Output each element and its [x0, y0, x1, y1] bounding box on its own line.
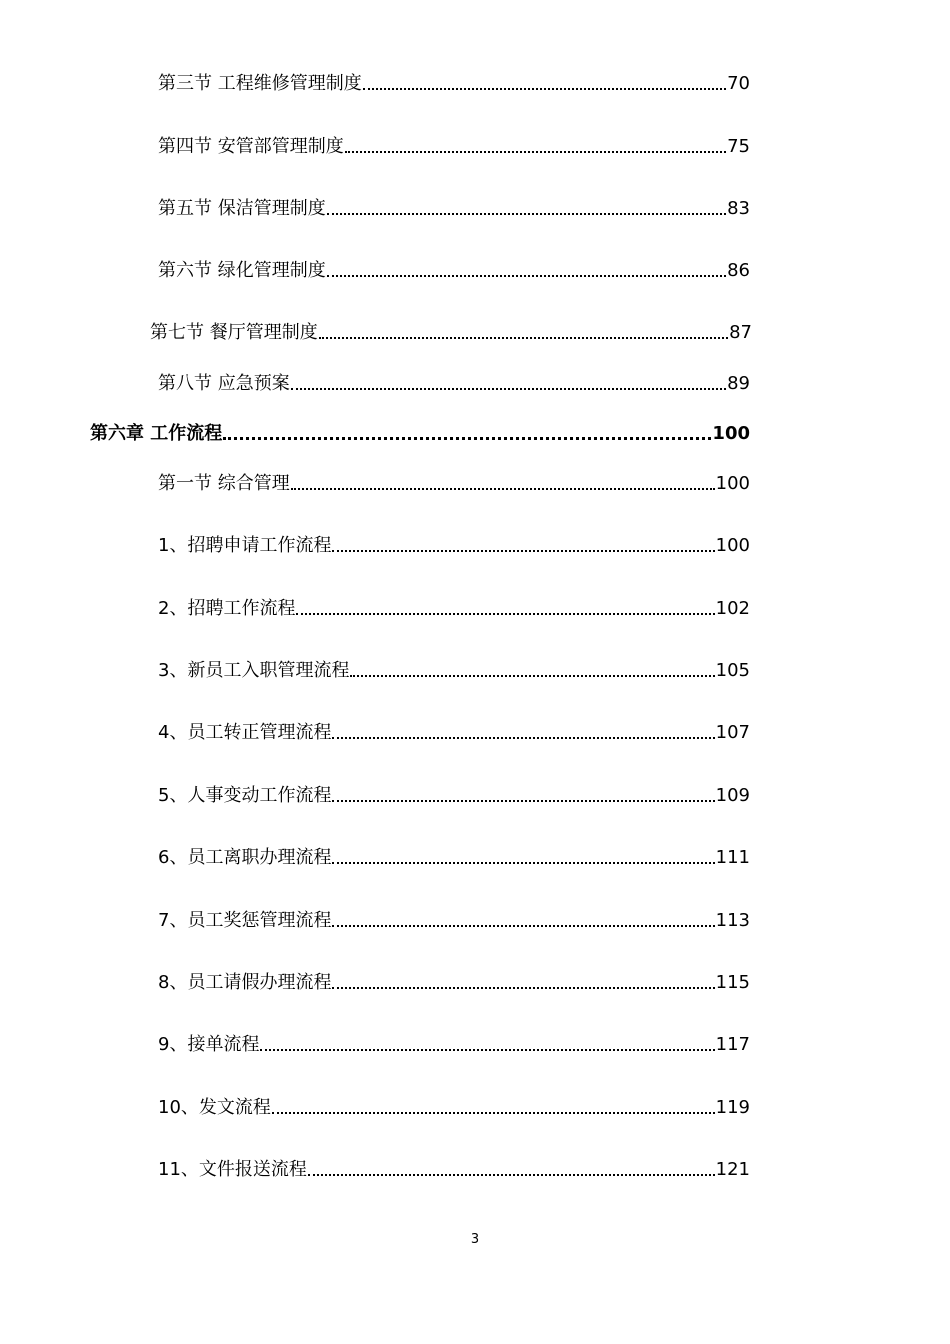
toc-entry-item-3[interactable]: [158, 660, 750, 682]
dot-leader: [332, 987, 714, 989]
toc-entry-page: 102: [715, 598, 750, 619]
dot-leader: [350, 675, 714, 677]
dot-leader: [332, 550, 714, 552]
toc-entry-chapter-6[interactable]: [90, 423, 750, 445]
toc-entry-item-6[interactable]: [158, 847, 750, 869]
dot-leader: [332, 800, 714, 802]
dot-leader: [345, 151, 726, 153]
dot-leader: [332, 737, 714, 739]
toc-entry-label: 第七节 餐厅管理制度: [150, 322, 318, 343]
toc-entry-item-2[interactable]: [158, 598, 750, 620]
dot-leader: [291, 388, 726, 390]
toc-entry-label: 第四节 安管部管理制度: [158, 136, 344, 157]
dot-leader: [296, 613, 714, 615]
toc-entry-section-5[interactable]: [158, 198, 750, 220]
toc-entry-page: 107: [715, 722, 750, 743]
dot-leader: [332, 925, 714, 927]
toc-entry-page: 121: [715, 1159, 750, 1180]
toc-entry-page: 119: [715, 1097, 750, 1118]
dot-leader: [272, 1112, 715, 1114]
page-number: 3: [470, 1232, 480, 1247]
toc-entry-page: 100: [715, 473, 750, 494]
dot-leader: [260, 1049, 714, 1051]
toc-entry-label: 10、发文流程: [158, 1097, 271, 1118]
dot-leader: [223, 437, 711, 440]
toc-entry-page: 105: [715, 660, 750, 681]
toc-entry-section-7[interactable]: [150, 322, 752, 344]
dot-leader: [291, 488, 715, 490]
toc-entry-page: 86: [727, 260, 750, 281]
toc-entry-label: 4、员工转正管理流程: [158, 722, 332, 743]
toc-entry-page: 89: [727, 373, 750, 394]
toc-entry-item-4[interactable]: [158, 722, 750, 744]
toc-entry-label: 1、招聘申请工作流程: [158, 535, 332, 556]
toc-entry-label: 第一节 综合管理: [158, 473, 290, 494]
toc-entry-label: 6、员工离职办理流程: [158, 847, 332, 868]
toc-entry-page: 109: [715, 785, 750, 806]
toc-entry-item-7[interactable]: [158, 910, 750, 932]
dot-leader: [363, 88, 726, 90]
toc-entry-item-9[interactable]: [158, 1034, 750, 1056]
toc-entry-item-5[interactable]: [158, 785, 750, 807]
toc-entry-page: 115: [715, 972, 750, 993]
toc-entry-item-10[interactable]: [158, 1097, 750, 1119]
toc-entry-page: 117: [715, 1034, 750, 1055]
toc-entry-label: 第八节 应急预案: [158, 373, 290, 394]
toc-entry-label: 3、新员工入职管理流程: [158, 660, 350, 681]
toc-entry-label: 第五节 保洁管理制度: [158, 198, 326, 219]
toc-entry-section-8[interactable]: [158, 373, 750, 395]
dot-leader: [327, 213, 726, 215]
toc-entry-item-11[interactable]: [158, 1159, 750, 1181]
toc-entry-section-3[interactable]: [158, 73, 750, 95]
toc-entry-label: 2、招聘工作流程: [158, 598, 296, 619]
toc-entry-label: 第六节 绿化管理制度: [158, 260, 326, 281]
dot-leader: [332, 862, 714, 864]
toc-entry-item-8[interactable]: [158, 972, 750, 994]
toc-entry-label: 7、员工奖惩管理流程: [158, 910, 332, 931]
dot-leader: [308, 1174, 715, 1176]
toc-entry-page: 70: [727, 73, 750, 94]
toc-entry-label: 9、接单流程: [158, 1034, 260, 1055]
toc-entry-page: 87: [729, 322, 752, 343]
toc-entry-label: 11、文件报送流程: [158, 1159, 307, 1180]
toc-entry-page: 100: [712, 423, 750, 444]
toc-entry-page: 113: [715, 910, 750, 931]
dot-leader: [327, 275, 726, 277]
toc-entry-section-1[interactable]: [158, 473, 750, 495]
toc-entry-section-6[interactable]: [158, 260, 750, 282]
toc-entry-page: 111: [715, 847, 750, 868]
toc-entry-section-4[interactable]: [158, 136, 750, 158]
toc-entry-page: 83: [727, 198, 750, 219]
toc-entry-label: 8、员工请假办理流程: [158, 972, 332, 993]
toc-entry-page: 100: [715, 535, 750, 556]
toc-entry-label: 第六章 工作流程: [90, 423, 223, 444]
dot-leader: [319, 337, 728, 339]
toc-entry-label: 第三节 工程维修管理制度: [158, 73, 362, 94]
toc-entry-label: 5、人事变动工作流程: [158, 785, 332, 806]
toc-entry-item-1[interactable]: [158, 535, 750, 557]
toc-entry-page: 75: [727, 136, 750, 157]
